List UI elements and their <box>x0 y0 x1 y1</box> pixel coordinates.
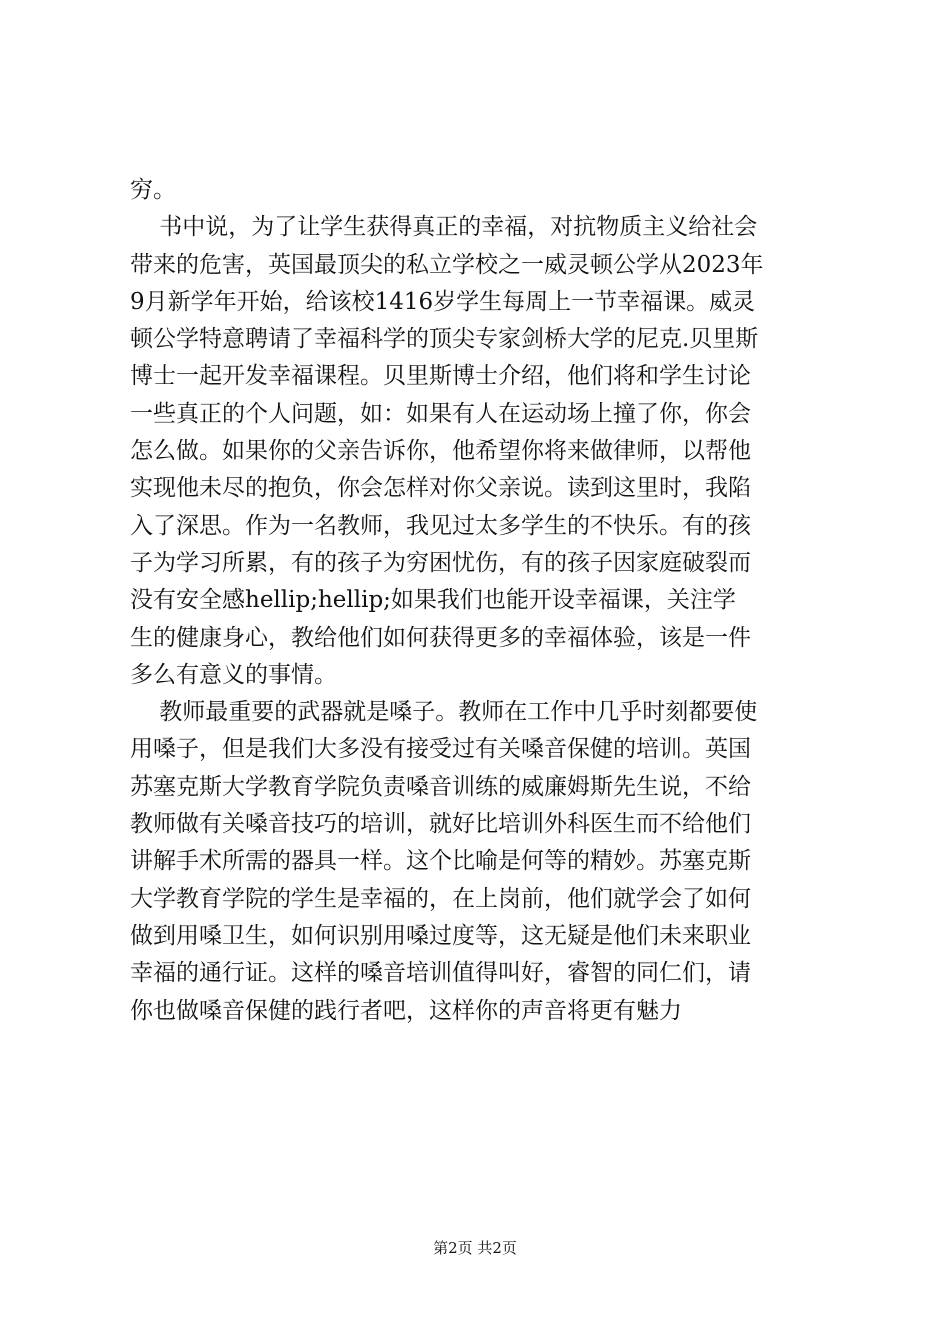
text-line: 顿公学特意聘请了幸福科学的顶尖专家剑桥大学的尼克.贝里斯 <box>130 326 759 353</box>
text-line: 书中说，为了让学生获得真正的幸福，对抗物质主义给社会 <box>130 214 758 241</box>
text-line: 多么有意义的事情。 <box>130 661 337 688</box>
text-line: 9月新学年开始，给该校1416岁学生每周上一节幸福课。威灵 <box>130 288 756 315</box>
text-line: 大学教育学院的学生是幸福的，在上岗前，他们就学会了如何 <box>130 885 751 912</box>
text-line: 实现他未尽的抱负，你会怎样对你父亲说。读到这里时，我陷 <box>130 475 751 502</box>
text-line: 教师做有关嗓音技巧的培训，就好比培训外科医生而不给他们 <box>130 811 751 838</box>
text-line: 入了深思。作为一名教师，我见过太多学生的不快乐。有的孩 <box>130 512 751 539</box>
text-line: 子为学习所累，有的孩子为穷困忧伤，有的孩子因家庭破裂而 <box>130 549 751 576</box>
page-number-footer: 第2页 共2页 <box>433 1239 517 1257</box>
text-line: 生的健康身心，教给他们如何获得更多的幸福体验，该是一件 <box>130 624 751 651</box>
text-line: 你也做嗓音保健的践行者吧，这样你的声音将更有魅力 <box>130 997 682 1024</box>
text-line: 没有安全感hellip;hellip;如果我们也能开设幸福课，关注学 <box>130 587 736 614</box>
text-line: 博士一起开发幸福课程。贝里斯博士介绍，他们将和学生讨论 <box>130 363 751 390</box>
text-line: 幸福的通行证。这样的嗓音培训值得叫好，睿智的同仁们，请 <box>130 960 751 987</box>
text-line: 苏塞克斯大学教育学院负责嗓音训练的威廉姆斯先生说，不给 <box>130 773 751 800</box>
text-line: 一些真正的个人问题，如：如果有人在运动场上撞了你，你会 <box>130 400 751 427</box>
text-line: 教师最重要的武器就是嗓子。教师在工作中几乎时刻都要使 <box>130 699 758 726</box>
text-line: 讲解手术所需的器具一样。这个比喻是何等的精妙。苏塞克斯 <box>130 848 751 875</box>
text-line: 穷。 <box>130 177 176 203</box>
text-line: 怎么做。如果你的父亲告诉你，他希望你将来做律师，以帮他 <box>130 438 751 465</box>
text-line: 带来的危害，英国最顶尖的私立学校之一威灵顿公学从2023年 <box>130 251 764 278</box>
text-line: 用嗓子，但是我们大多没有接受过有关嗓音保健的培训。英国 <box>130 736 751 763</box>
document-body <box>130 172 830 1030</box>
text-line: 做到用嗓卫生，如何识别用嗓过度等，这无疑是他们未来职业 <box>130 922 751 949</box>
